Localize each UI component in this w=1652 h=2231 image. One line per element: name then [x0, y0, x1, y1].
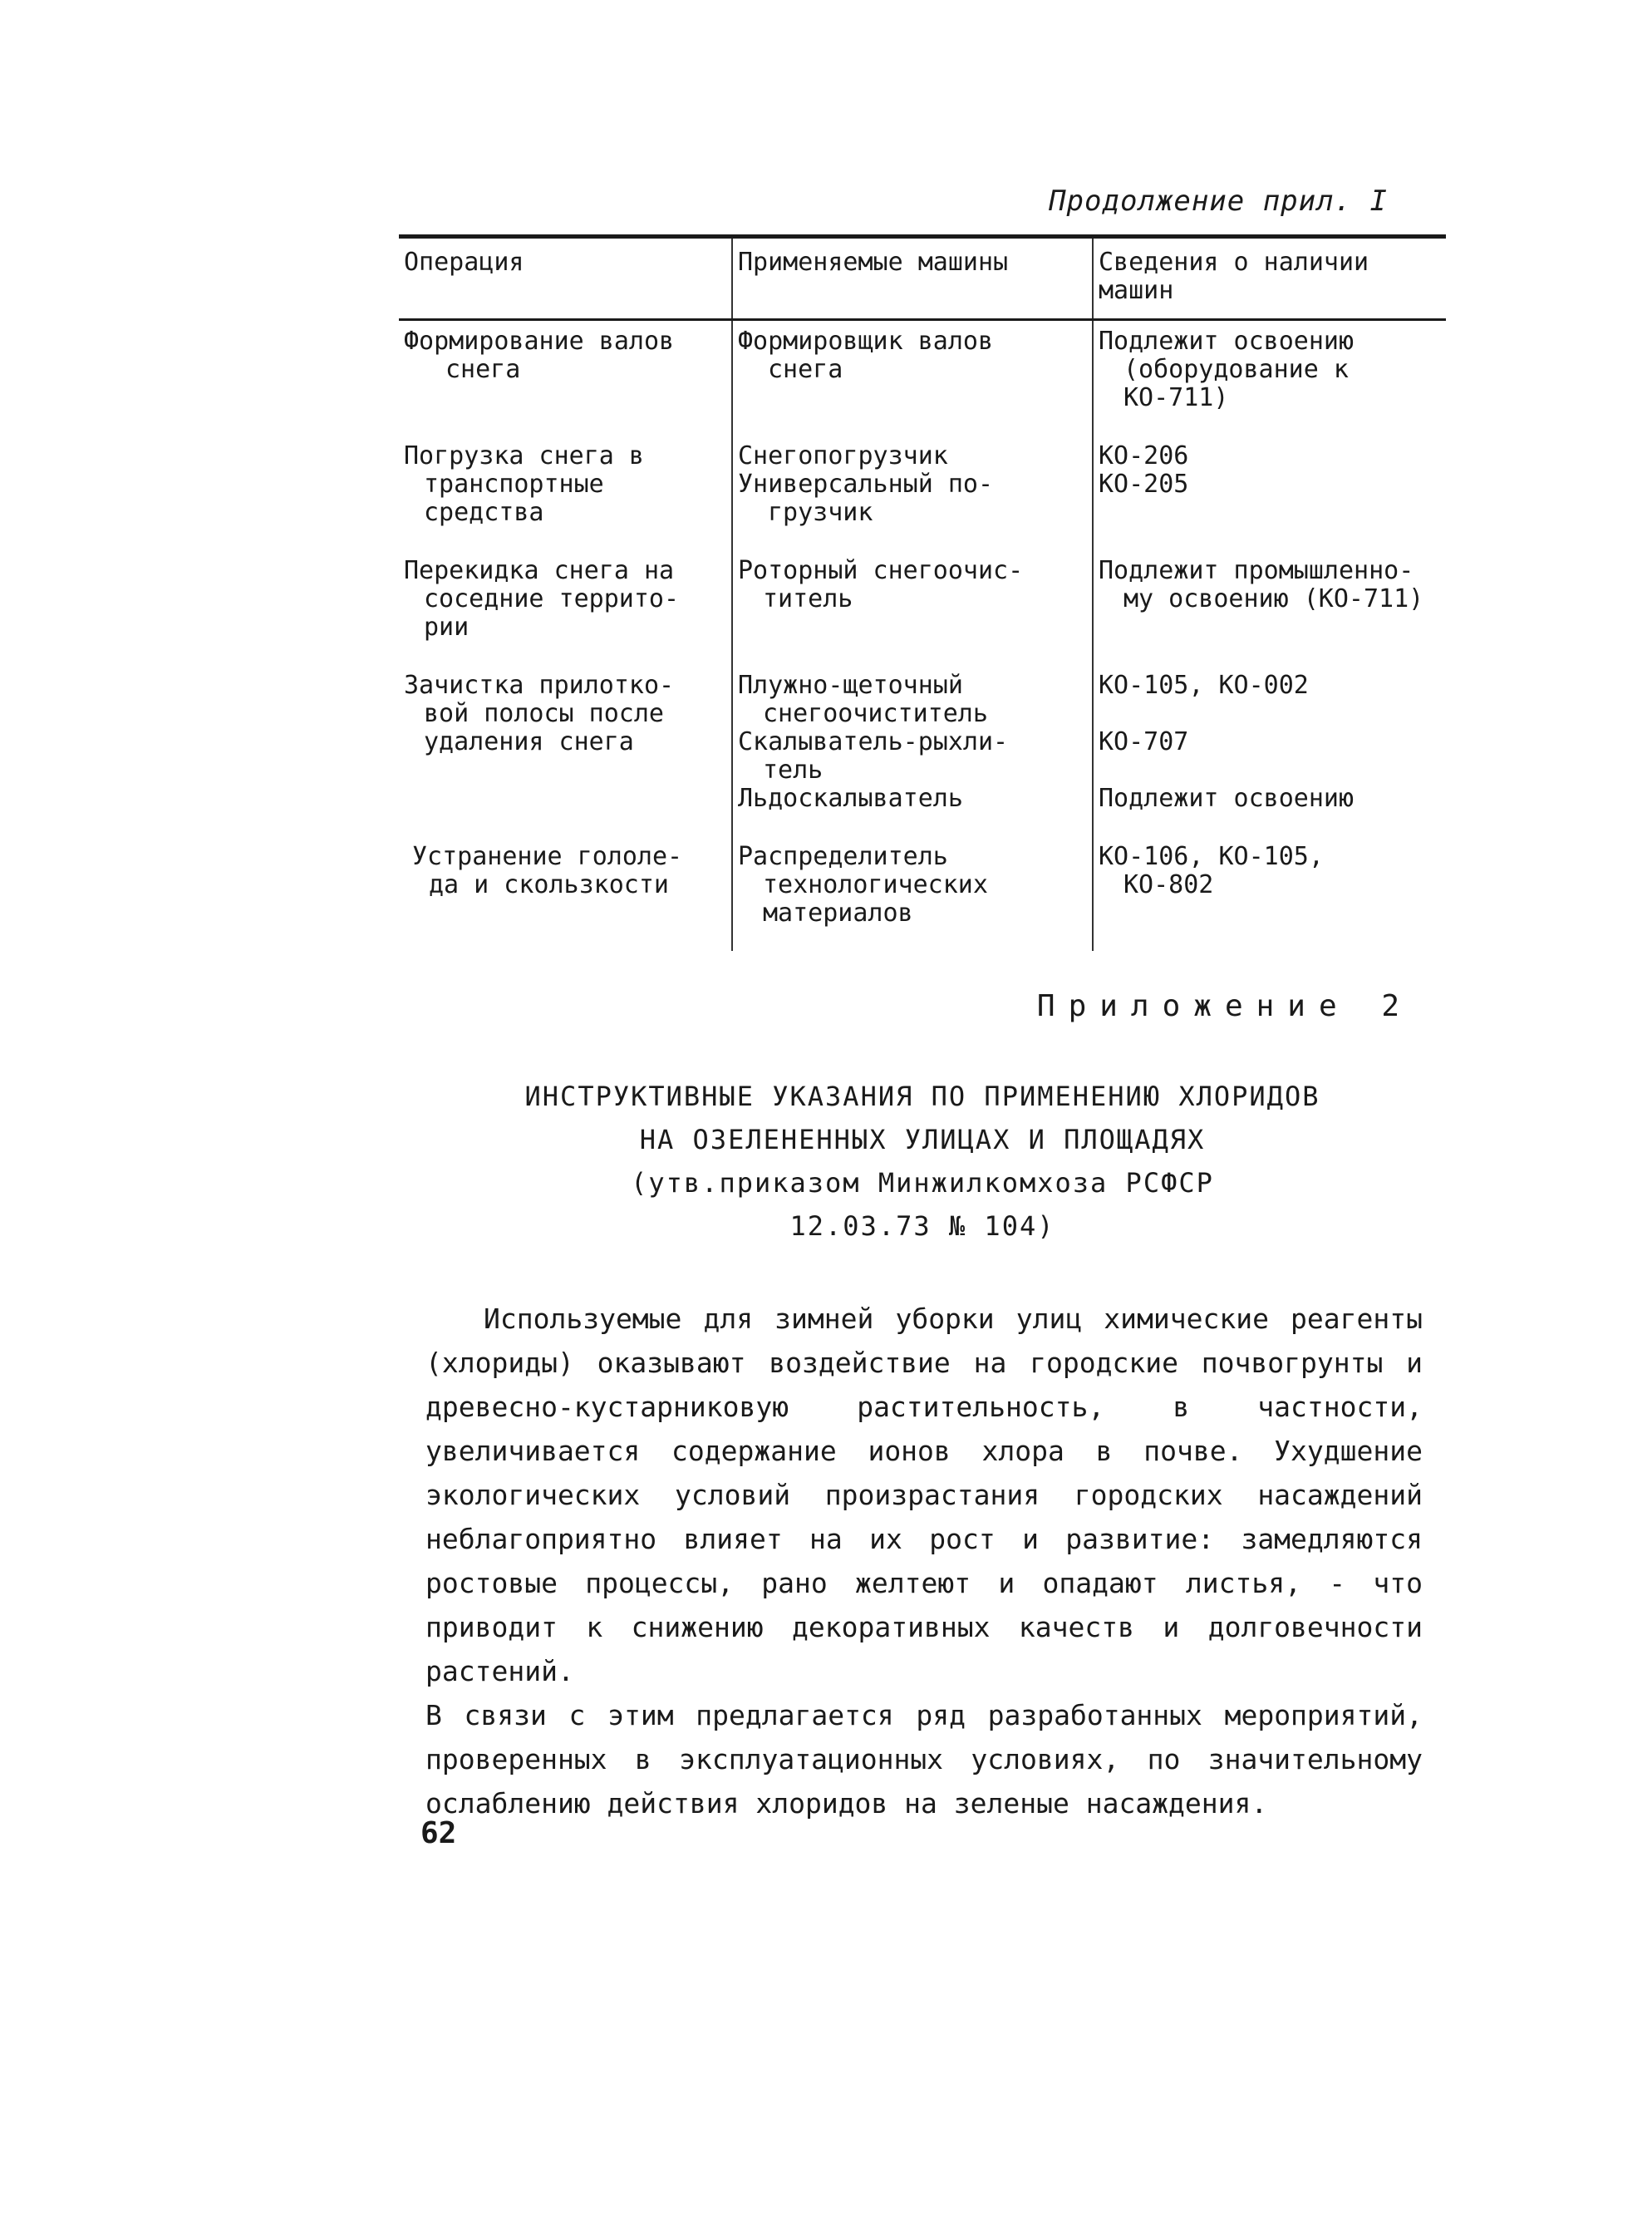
operation-cell	[399, 321, 732, 436]
paragraph: Используемые для зимней уборки улиц химические реагенты (хлориды) оказывают воздействие на городские почвогрунты и древесно-кустарниковую растительность, в частности, увеличивается содержание ионов хлора в почве. Ухудшение экологических условий произрастания городских насаждений неблагоприятно влияет на их рост и развитие: замедляются ростовые процессы, рано желтеют и опадают листья, - что приводит к снижению декоративных качеств и долговечности растений.	[425, 1303, 1423, 1687]
cell-line: технологических	[763, 870, 988, 899]
cell-line: снега	[445, 355, 521, 384]
appendix-title: Приложение 2	[1036, 989, 1413, 1023]
table-row	[399, 836, 1446, 951]
column-header-machines: Применяемые машины	[732, 239, 1093, 318]
cell-line: КО-205	[1099, 470, 1189, 499]
table-row	[399, 550, 1446, 665]
cell-line: Формирование валов	[404, 327, 675, 356]
cell-line: вой полосы после	[424, 699, 664, 728]
approval-note: (утв.приказом Минжилкомхоза РСФСР	[631, 1167, 1214, 1199]
cell-line: КО-707	[1099, 727, 1189, 756]
availability-cell	[1093, 550, 1446, 665]
cell-line: титель	[763, 584, 853, 613]
cell-line: транспортные	[424, 470, 604, 499]
paragraph: В связи с этим предлагается ряд разработанных мероприятий, проверенных в эксплуатационных условиях, по значительному ослаблению действия хлоридов на зеленые насаждения.	[425, 1699, 1423, 1820]
column-header-operation: Операция	[404, 248, 524, 277]
cell-line: Подлежит освоению	[1099, 784, 1355, 813]
cell-line: рии	[424, 613, 470, 642]
cell-spacer	[1099, 700, 1441, 728]
cell-line: средства	[424, 498, 544, 527]
cell-line: снега	[768, 355, 843, 384]
cell-line: Подлежит освоению	[1099, 327, 1355, 356]
machines-cell	[732, 436, 1093, 550]
cell-line: Снегопогрузчик	[738, 441, 948, 470]
cell-line: грузчик	[768, 498, 873, 527]
continuation-label: Продолжение прил. I	[1049, 185, 1388, 218]
table-header-row	[399, 239, 1446, 318]
section-heading: НА ОЗЕЛЕНЕННЫХ УЛИЦАХ И ПЛОЩАДЯХ	[639, 1124, 1206, 1155]
cell-line: Устранение гололе-	[412, 842, 683, 871]
operation-cell	[399, 550, 732, 665]
cell-line: Перекидка снега на	[404, 556, 675, 585]
cell-line: му освоению (КО-711)	[1123, 584, 1424, 613]
availability-cell	[1093, 321, 1446, 436]
cell-line: КО-206	[1099, 441, 1189, 470]
machines-table	[399, 234, 1446, 951]
table-row	[399, 436, 1446, 550]
approval-date: 12.03.73 № 104)	[789, 1210, 1055, 1242]
cell-line: соседние террито-	[424, 584, 680, 613]
cell-line: материалов	[763, 899, 913, 928]
table-row	[399, 321, 1446, 436]
cell-line: Подлежит промышленно-	[1099, 556, 1414, 585]
cell-line: КО-106, КО-105,	[1099, 842, 1324, 871]
cell-line: удаления снега	[424, 727, 634, 756]
availability-cell	[1093, 665, 1446, 836]
cell-spacer	[1099, 756, 1441, 785]
operation-cell	[399, 836, 732, 951]
section-heading: ИНСТРУКТИВНЫЕ УКАЗАНИЯ ПО ПРИМЕНЕНИЮ ХЛОРИДОВ	[524, 1081, 1320, 1112]
page-number: 62	[420, 1816, 457, 1850]
cell-line: Распределитель	[738, 842, 948, 871]
cell-line: (оборудование к	[1123, 355, 1349, 384]
operation-cell	[399, 665, 732, 836]
cell-line: снегоочиститель	[763, 699, 988, 728]
machines-cell	[732, 836, 1093, 951]
table-row	[399, 665, 1446, 836]
availability-cell	[1093, 836, 1446, 951]
machines-cell	[732, 550, 1093, 665]
cell-line: Зачистка прилотко-	[404, 671, 675, 700]
cell-line: КО-802	[1123, 870, 1214, 899]
column-header-availability: Сведения о наличии машин	[1093, 239, 1446, 318]
machines-cell	[732, 321, 1093, 436]
cell-line: тель	[763, 756, 824, 785]
machines-cell	[732, 665, 1093, 836]
cell-line: Льдоскалыватель	[738, 784, 963, 813]
cell-line: Универсальный по-	[738, 470, 994, 499]
cell-line: КО-105, КО-002	[1099, 671, 1309, 700]
cell-line: Скалыватель-рыхли-	[738, 727, 1009, 756]
cell-line: Роторный снегоочис-	[738, 556, 1024, 585]
cell-line: Формировщик валов	[738, 327, 994, 356]
cell-line: Погрузка снега в	[404, 441, 644, 470]
body-text	[425, 1297, 1423, 1825]
cell-line: КО-711)	[1123, 383, 1229, 412]
availability-cell	[1093, 436, 1446, 550]
operation-cell	[399, 436, 732, 550]
cell-line: Плужно-щеточный	[738, 671, 963, 700]
cell-line: да и скользкости	[429, 870, 669, 899]
